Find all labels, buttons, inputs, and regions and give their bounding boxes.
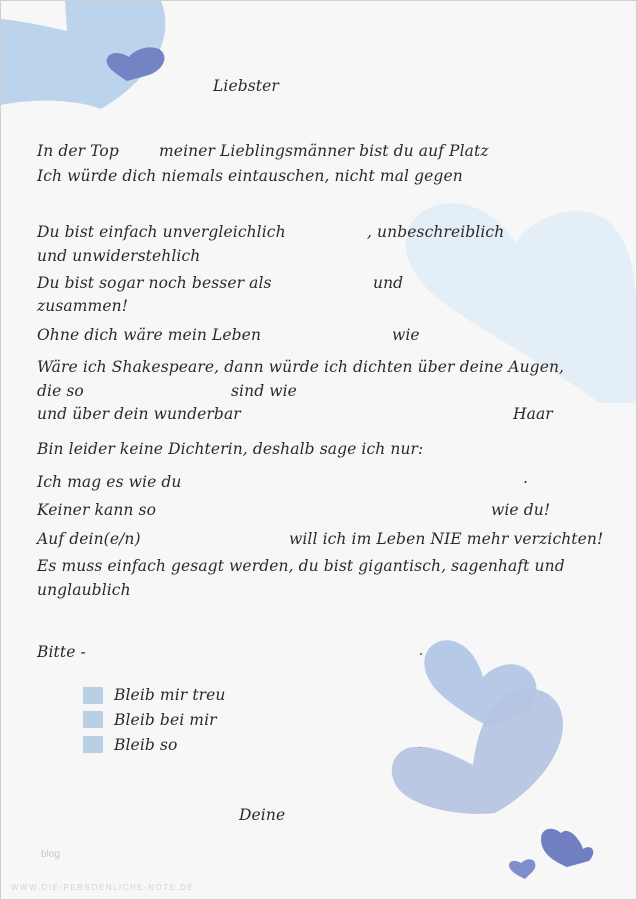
option-label: Bleib mir treu bbox=[114, 686, 226, 704]
checkbox[interactable] bbox=[83, 736, 103, 753]
poet-line: Bin leider keine Dichterin, deshalb sage ich nur: bbox=[37, 440, 424, 458]
stray-dot bbox=[420, 653, 422, 655]
greeting: Liebster bbox=[213, 77, 279, 95]
like-line-part1: Ich mag es wie du bbox=[37, 473, 182, 491]
hair-line-part1: und über dein wunderbar bbox=[37, 405, 241, 423]
checkbox[interactable] bbox=[83, 687, 103, 704]
tiny-dark-heart-icon bbox=[509, 859, 535, 879]
nobody-line-part1: Keiner kann so bbox=[37, 501, 156, 519]
top-line-part2: meiner Lieblingsmänner bist du auf Platz bbox=[159, 142, 489, 160]
closing: Deine bbox=[239, 806, 286, 824]
hair-line-part2: Haar bbox=[513, 405, 553, 423]
life-line-part1: Ohne dich wäre mein Leben bbox=[37, 326, 262, 344]
unique-line-part2: , unbeschreiblich bbox=[367, 223, 505, 241]
like-line-period: . bbox=[523, 469, 529, 487]
said-line-part1: Es muss einfach gesagt werden, du bist gigantisch, sagenhaft und bbox=[37, 557, 565, 575]
bottom-dark-heart-icon bbox=[541, 829, 593, 867]
said-line-part2: unglaublich bbox=[37, 581, 131, 599]
top-line-part1: In der Top bbox=[37, 142, 119, 160]
better-line-part3: zusammen! bbox=[37, 297, 129, 315]
unique-line-part1: Du bist einfach unvergleichlich bbox=[37, 223, 286, 241]
blog-label: blog bbox=[41, 849, 60, 860]
option-label: Bleib bei mir bbox=[114, 711, 217, 729]
watermark: WWW.DIE-PERSOENLICHE-NOTE.DE bbox=[11, 883, 195, 892]
exchange-line: Ich würde dich niemals eintauschen, nicht mal gegen bbox=[37, 167, 463, 185]
unique-line-part3: und unwiderstehlich bbox=[37, 247, 201, 265]
checkbox[interactable] bbox=[83, 711, 103, 728]
eyes-line-part2: sind wie bbox=[231, 382, 297, 400]
shakespeare-line: Wäre ich Shakespeare, dann würde ich dichten über deine Augen, bbox=[37, 358, 565, 376]
option-label: Bleib so bbox=[114, 736, 178, 754]
please-line: Bitte - bbox=[37, 643, 86, 661]
better-line-part1: Du bist sogar noch besser als bbox=[37, 274, 272, 292]
nobody-line-part2: wie du! bbox=[491, 501, 551, 519]
eyes-line-part1: die so bbox=[37, 382, 84, 400]
stray-dot bbox=[420, 747, 421, 748]
never-line-part1: Auf dein(e/n) bbox=[37, 530, 141, 548]
never-line-part2: will ich im Leben NIE mehr verzichten! bbox=[289, 530, 604, 548]
better-line-part2: und bbox=[373, 274, 404, 292]
life-line-part2: wie bbox=[392, 326, 420, 344]
